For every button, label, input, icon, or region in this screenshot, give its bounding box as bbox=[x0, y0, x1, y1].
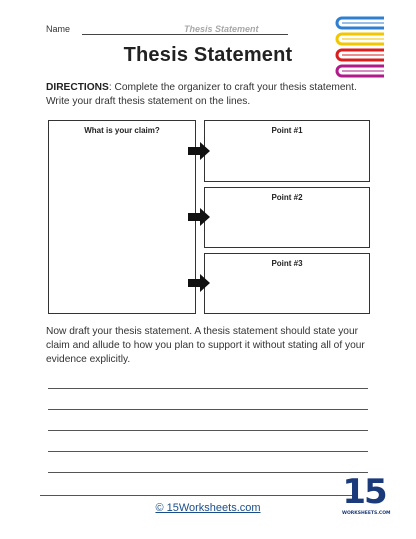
copyright-link[interactable]: © 15Worksheets.com bbox=[155, 502, 261, 514]
point-box-3[interactable] bbox=[204, 253, 370, 314]
instructions-text: Now draft your thesis statement. A thesis statement should state your claim and allude to how you plan to support it without stating all of your evidence explicitly. bbox=[46, 326, 365, 365]
logo-number: 15 bbox=[342, 472, 386, 512]
point-label-3: Point #3 bbox=[271, 259, 303, 268]
name-label: Name bbox=[46, 24, 71, 34]
directions-text bbox=[46, 81, 376, 109]
writing-line-1[interactable] bbox=[48, 388, 368, 389]
arrow-right-icon bbox=[188, 142, 210, 160]
header-line bbox=[180, 34, 288, 35]
writing-line-2[interactable] bbox=[48, 409, 368, 410]
footer-divider bbox=[40, 495, 358, 496]
page-title: Thesis Statement bbox=[123, 44, 293, 66]
header-worksheet-tag: Thesis Statement bbox=[184, 24, 259, 34]
name-field-line[interactable] bbox=[82, 34, 180, 35]
writing-line-5[interactable] bbox=[48, 472, 368, 473]
writing-line-4[interactable] bbox=[48, 451, 368, 452]
writing-line-3[interactable] bbox=[48, 430, 368, 431]
point-box-1[interactable] bbox=[204, 120, 370, 182]
arrow-right-icon bbox=[188, 274, 210, 292]
point-label-1: Point #1 bbox=[271, 126, 303, 135]
directions-body: : Complete the organizer to craft your thesis statement. Write your draft thesis statement on the lines. bbox=[46, 82, 357, 107]
point-label-2: Point #2 bbox=[271, 193, 303, 202]
arrow-right-icon bbox=[188, 208, 210, 226]
claim-box[interactable] bbox=[48, 120, 196, 314]
point-box-2[interactable] bbox=[204, 187, 370, 248]
directions-label: DIRECTIONS bbox=[46, 82, 109, 93]
logo-text: WORKSHEETS.COM bbox=[342, 511, 391, 516]
claim-label: What is your claim? bbox=[84, 126, 160, 135]
brand-logo bbox=[342, 472, 391, 524]
